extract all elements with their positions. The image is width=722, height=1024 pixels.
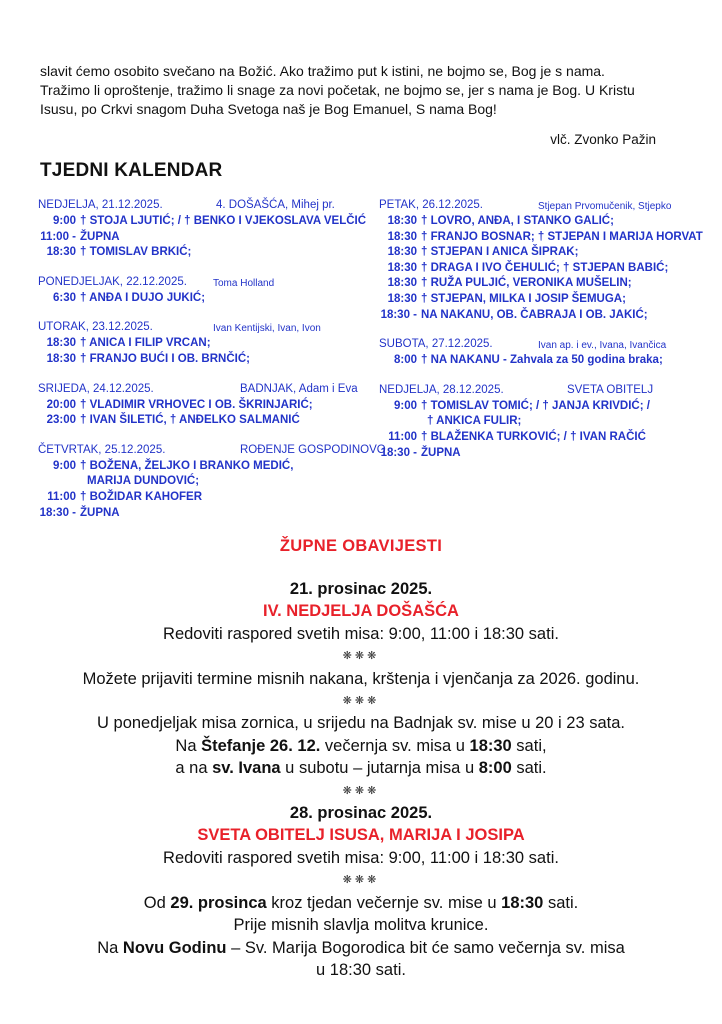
- mass-line: [38, 352, 364, 368]
- mass-time: 23:00: [46, 414, 76, 427]
- intro-paragraph: [40, 62, 690, 119]
- mass-intention: † TOMISLAV TOMIĆ; / † JANJA KRIVDIĆ; /: [421, 399, 650, 412]
- day-name: UTORAK, 23.12.2025.: [38, 321, 153, 334]
- day-saint: Ivan ap. i ev., Ivana, Ivančica: [538, 340, 667, 352]
- day-saint: 4. DOŠAŠĆA, Mihej pr.: [216, 199, 335, 211]
- intro-line: slavit ćemo osobito svečano na Božić. Ako tražimo put k istini, ne bojmo se, Bog je s nama.: [40, 63, 605, 79]
- mass-line: [38, 214, 367, 230]
- mass-time: 9:00: [52, 459, 76, 472]
- day-saint: ROĐENJE GOSPODINOVO: [240, 443, 386, 456]
- mass-intention: MARIJA DUNDOVIĆ;: [87, 475, 200, 488]
- mass-time: 9:00: [52, 215, 76, 227]
- notice-rosary: Prije misnih slavlja molitva krunice.: [233, 916, 489, 935]
- mass-time: 18:30 -: [380, 446, 417, 459]
- mass-intention: † STJEPAN, MILKA I JOSIP ŠEMUGA;: [421, 292, 626, 305]
- notice-zornica: U ponedjeljak misa zornica, u srijedu na Badnjak sv. mise u 20 i 23 sata.: [97, 714, 625, 733]
- notice-new-year: Na Novu Godinu – Sv. Marija Bogorodica bit će samo večernja sv. misa: [97, 938, 625, 957]
- mass-time: 18:30: [387, 277, 417, 290]
- mass-time: 20:00: [46, 398, 76, 411]
- mass-time: 8:00: [393, 354, 417, 367]
- mass-intention: † BLAŽENKA TURKOVIĆ; / † IVAN RAČIĆ: [421, 430, 646, 443]
- mass-line: [38, 291, 364, 307]
- mass-time: 18:30: [387, 230, 417, 243]
- mass-time: 18:30: [46, 337, 76, 350]
- day-saint: Ivan Kentijski, Ivan, Ivon: [213, 323, 321, 335]
- mass-line: [379, 399, 695, 415]
- mass-line: [379, 308, 695, 324]
- mass-intention: † DRAGA I IVO ČEHULIĆ; † STJEPAN BABIĆ;: [421, 261, 669, 274]
- day-saint: Toma Holland: [213, 277, 275, 289]
- calendar-left-column: [38, 198, 386, 535]
- calendar-day: [38, 275, 364, 307]
- day-name: ČETVRTAK, 25.12.2025.: [38, 443, 166, 456]
- mass-line: [38, 398, 364, 414]
- mass-intention: † BOŽIDAR KAHOFER: [80, 490, 203, 503]
- notice-weekday-masses: Od 29. prosinca kroz tjedan večernje sv. mise u 18:30 sati.: [143, 893, 579, 912]
- mass-intention: ŽUPNA: [421, 446, 461, 459]
- mass-time: 11:00: [388, 430, 417, 443]
- mass-time: 18:30: [387, 292, 417, 305]
- mass-time: 11:00 -: [40, 230, 76, 243]
- mass-line: [379, 292, 695, 308]
- mass-time: 11:00: [47, 490, 76, 503]
- calendar-day: [38, 198, 367, 261]
- calendar-day: [379, 383, 695, 461]
- day-saint: BADNJAK, Adam i Eva: [240, 382, 358, 395]
- mass-line: [38, 336, 364, 352]
- mass-line-continued: [379, 414, 695, 430]
- day-name: NEDJELJA, 28.12.2025.: [379, 383, 504, 396]
- notice-mass-schedule: Redoviti raspored svetih misa: 9:00, 11:00 i 18:30 sati.: [163, 624, 559, 643]
- calendar-title: TJEDNI KALENDAR: [40, 160, 223, 181]
- day-saint: SVETA OBITELJ: [567, 383, 654, 396]
- mass-intention: † STJEPAN I ANICA ŠIPRAK;: [421, 246, 579, 259]
- day-saint: Stjepan Prvomučenik, Stjepko: [538, 201, 672, 212]
- notice-sunday-title: IV. NEDJELJA DOŠAŠĆA: [263, 602, 459, 621]
- day-name: SUBOTA, 27.12.2025.: [379, 338, 493, 351]
- notice-date: 28. prosinac 2025.: [289, 804, 433, 823]
- notice-sunday-title: SVETA OBITELJ ISUSA, MARIJA I JOSIPA: [197, 826, 525, 845]
- mass-time: 18:30: [46, 352, 76, 365]
- mass-time: 18:30: [387, 246, 417, 259]
- mass-time: 9:00: [393, 399, 417, 412]
- mass-line: [379, 353, 695, 369]
- notice-booking: Možete prijaviti termine misnih nakana, krštenja i vjenčanja za 2026. godinu.: [82, 669, 640, 688]
- mass-time: 18:30 -: [39, 506, 76, 519]
- mass-intention: † STOJA LJUTIĆ; / † BENKO I VJEKOSLAVA VELČIĆ: [80, 215, 367, 227]
- mass-line: [38, 230, 364, 246]
- mass-time: 18:30: [387, 215, 417, 227]
- mass-intention: † ANĐA I DUJO JUKIĆ;: [80, 291, 206, 304]
- mass-intention: † LOVRO, ANĐA, I STANKO GALIĆ;: [421, 215, 614, 227]
- mass-line: [38, 245, 364, 261]
- mass-time: 18:30: [46, 246, 76, 259]
- intro-line: Isusu, po Crkvi snagom Duha Svetoga naš je Bog Emanuel, S nama Bog!: [40, 101, 497, 117]
- day-name: PONEDJELJAK, 22.12.2025.: [38, 275, 187, 288]
- notice-date: 21. prosinac 2025.: [289, 580, 433, 598]
- mass-time: 6:30: [52, 291, 76, 304]
- calendar-day: [379, 337, 695, 369]
- mass-line: [38, 459, 364, 475]
- day-name: SRIJEDA, 24.12.2025.: [38, 382, 154, 395]
- mass-intention: † VLADIMIR VRHOVEC I OB. ŠKRINJARIĆ;: [80, 398, 313, 411]
- mass-line: [38, 490, 364, 506]
- day-name: PETAK, 26.12.2025.: [379, 199, 483, 211]
- mass-line: [379, 261, 695, 277]
- mass-line: [379, 446, 695, 462]
- calendar-right-column: [379, 198, 703, 475]
- mass-intention: ŽUPNA: [80, 506, 120, 519]
- mass-line: [379, 230, 703, 246]
- mass-intention: † FRANJO BOSNAR; † STJEPAN I MARIJA HORVAT: [421, 230, 703, 243]
- calendar-day: [38, 320, 364, 367]
- mass-line: [379, 276, 695, 292]
- separator-stars: ❋❋❋: [342, 650, 380, 663]
- mass-intention: ŽUPNA: [80, 230, 120, 243]
- mass-line: [38, 506, 364, 522]
- separator-stars: ❋❋❋: [342, 784, 380, 797]
- mass-intention: † ANKICA FULIR;: [427, 415, 522, 428]
- notice-mass-schedule: Redoviti raspored svetih misa: 9:00, 11:00 i 18:30 sati.: [163, 848, 559, 867]
- mass-intention: NA NAKANU, OB. ČABRAJA I OB. JAKIĆ;: [421, 308, 648, 321]
- day-name: NEDJELJA, 21.12.2025.: [38, 199, 163, 211]
- mass-line: [38, 413, 364, 429]
- notice-new-year-time: u 18:30 sati.: [316, 960, 406, 979]
- calendar-day: [38, 443, 386, 521]
- separator-stars: ❋❋❋: [342, 874, 380, 887]
- mass-intention: † ANICA I FILIP VRCAN;: [80, 337, 211, 350]
- mass-intention: † NA NAKANU - Zahvala za 50 godina braka;: [421, 354, 663, 367]
- notice-sv-ivan: a na sv. Ivana u subotu – jutarnja misa u 8:00 sati.: [175, 759, 547, 778]
- mass-line: [379, 214, 695, 230]
- mass-intention: † FRANJO BUĆI I OB. BRNČIĆ;: [80, 352, 250, 365]
- mass-time: 18:30 -: [380, 308, 417, 321]
- mass-line: [379, 245, 695, 261]
- signature: vlč. Zvonko Pažin: [550, 132, 656, 147]
- mass-intention: † BOŽENA, ŽELJKO I BRANKO MEDIĆ,: [80, 459, 294, 472]
- mass-intention: † IVAN ŠILETIĆ, † ANĐELKO SALMANIĆ: [80, 414, 300, 427]
- mass-intention: † TOMISLAV BRKIĆ;: [80, 246, 192, 259]
- calendar-day: [38, 382, 364, 429]
- mass-line: [379, 430, 695, 446]
- mass-intention: † RUŽA PULJIĆ, VERONIKA MUŠELIN;: [421, 277, 632, 290]
- separator-stars: ❋❋❋: [342, 695, 380, 708]
- calendar-day: [379, 198, 703, 323]
- mass-time: 18:30: [387, 261, 417, 274]
- intro-line: Tražimo li oproštenje, tražimo li snage za novi početak, ne bojmo se, jer s nama je Bog. U Kristu: [40, 82, 635, 98]
- notices-title: ŽUPNE OBAVIJESTI: [279, 537, 443, 555]
- notice-stefanje: Na Štefanje 26. 12. večernja sv. misa u 18:30 sati,: [175, 736, 547, 755]
- mass-line-continued: [38, 474, 364, 490]
- notices-section: [0, 578, 722, 981]
